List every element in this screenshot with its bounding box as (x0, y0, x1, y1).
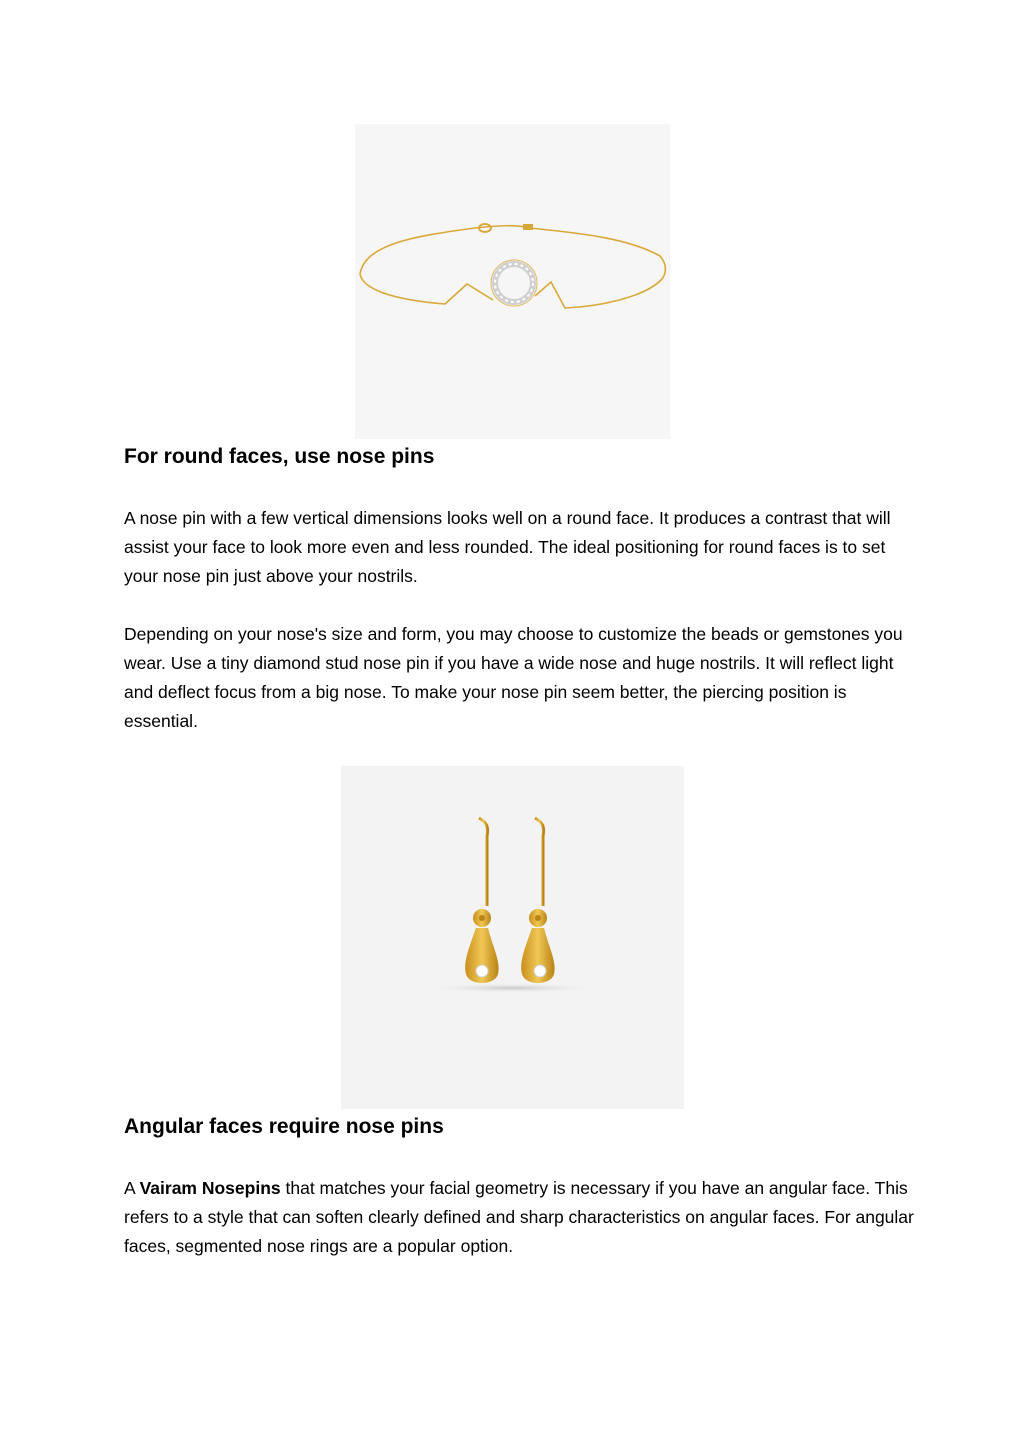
vairam-nosepins-link-text: Vairam Nosepins (139, 1178, 281, 1198)
paragraph-suffix: that matches your facial geometry is necessary if you have an angular face. This refers to a style that can soften clearly defined and sharp characteristics on angular faces. For angular faces, segmented nose rings are a popular option. (124, 1178, 914, 1256)
section-heading-round-faces: For round faces, use nose pins (124, 445, 435, 468)
section-heading-angular-faces: Angular faces require nose pins (124, 1115, 444, 1138)
paragraph-prefix: A (124, 1178, 140, 1198)
paragraph-round-faces-2: Depending on your nose's size and form, you may choose to customize the beads or gemstones you wear. Use a tiny diamond stud nose pin if you have a wide nose and huge nostrils. It will reflect light and deflect focus from a big nose. To make your nose pin seem better, the piercing position is essential. (124, 624, 903, 731)
earrings-icon (341, 766, 684, 1109)
paragraph-angular-faces (124, 1174, 914, 1261)
earrings-image (341, 766, 684, 1109)
bracelet-icon (355, 124, 670, 439)
bracelet-image (355, 124, 670, 439)
paragraph-round-faces-1: A nose pin with a few vertical dimensions looks well on a round face. It produces a contrast that will assist your face to look more even and less rounded. The ideal positioning for round faces is to set your nose pin just above your nostrils. (124, 508, 891, 586)
